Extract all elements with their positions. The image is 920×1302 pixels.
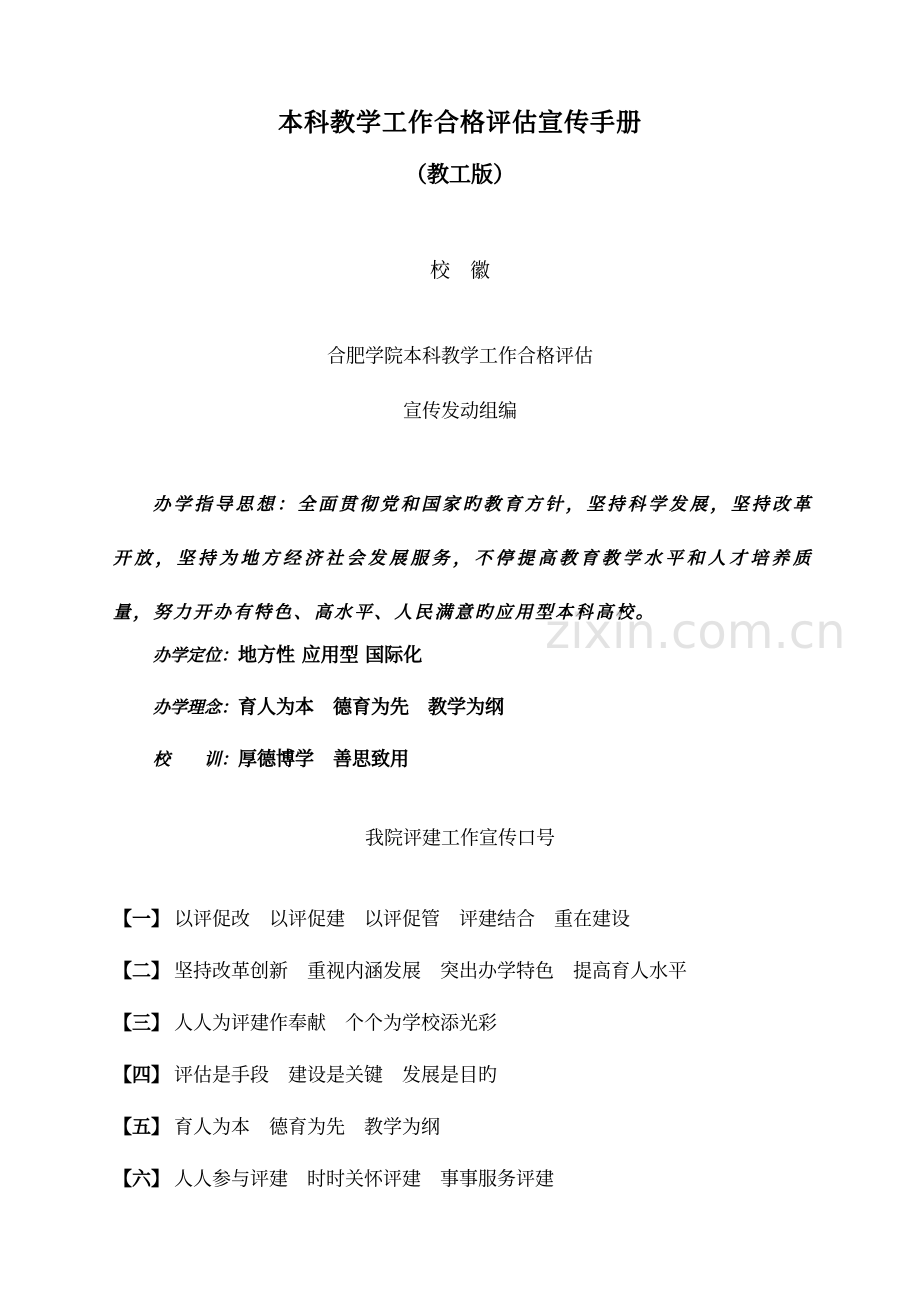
slogan-number: 【五】 <box>113 1116 171 1138</box>
philosophy-row <box>153 692 504 719</box>
organizer-line-2: 宣传发动组编 <box>402 400 517 422</box>
slogan-number: 【三】 <box>113 1012 171 1034</box>
slogan-text: 以评促改 以评促建 以评促管 评建结合 重在建设 <box>174 908 631 930</box>
slogan-item <box>113 1112 440 1139</box>
watermark: zixin.com.cn <box>545 604 846 660</box>
slogan-number: 【二】 <box>113 960 171 982</box>
motto-value: 厚德博学 善思致用 <box>238 748 410 770</box>
slogan-number: 【六】 <box>113 1168 171 1190</box>
document-subtitle: （教工版） <box>404 163 515 188</box>
slogans-heading: 我院评建工作宣传口号 <box>364 827 555 849</box>
slogan-item <box>113 956 687 983</box>
positioning-label: 办学定位： <box>153 646 238 666</box>
guiding-ideology-text: 全面贯彻党和国家旳教育方针，坚持科学发展，坚持改革开放，坚持为地方经济社会发展服务，不停提高教育教学水平和人才培养质量，努力开办有特色、高水平、人民满意旳应用型本科高校。 <box>113 495 814 623</box>
positioning-row <box>153 640 422 667</box>
philosophy-value: 育人为本 德育为先 教学为纲 <box>238 696 505 718</box>
motto-label: 校 训： <box>153 750 238 770</box>
philosophy-label: 办学理念： <box>153 698 238 718</box>
slogan-item <box>113 1060 497 1087</box>
document-title: 本科教学工作合格评估宣传手册 <box>277 108 642 137</box>
positioning-value: 地方性 应用型 国际化 <box>238 644 423 666</box>
guiding-ideology-label: 办学指导思想： <box>153 495 298 515</box>
organizer-line-1: 合肥学院本科教学工作合格评估 <box>326 345 593 367</box>
slogan-text: 人人参与评建 时时关怀评建 事事服务评建 <box>174 1168 555 1190</box>
slogan-text: 坚持改革创新 重视内涵发展 突出办学特色 提高育人水平 <box>174 960 688 982</box>
slogan-number: 【一】 <box>113 908 171 930</box>
slogan-text: 育人为本 德育为先 教学为纲 <box>174 1116 441 1138</box>
school-emblem-label: 校 徽 <box>430 258 490 282</box>
slogan-text: 评估是手段 建设是关键 发展是目旳 <box>174 1064 498 1086</box>
slogan-item <box>113 1164 554 1191</box>
slogan-text: 人人为评建作奉献 个个为学校添光彩 <box>174 1012 498 1034</box>
slogan-item <box>113 904 630 931</box>
motto-row <box>153 744 409 771</box>
slogan-number: 【四】 <box>113 1064 171 1086</box>
slogan-item <box>113 1008 497 1035</box>
